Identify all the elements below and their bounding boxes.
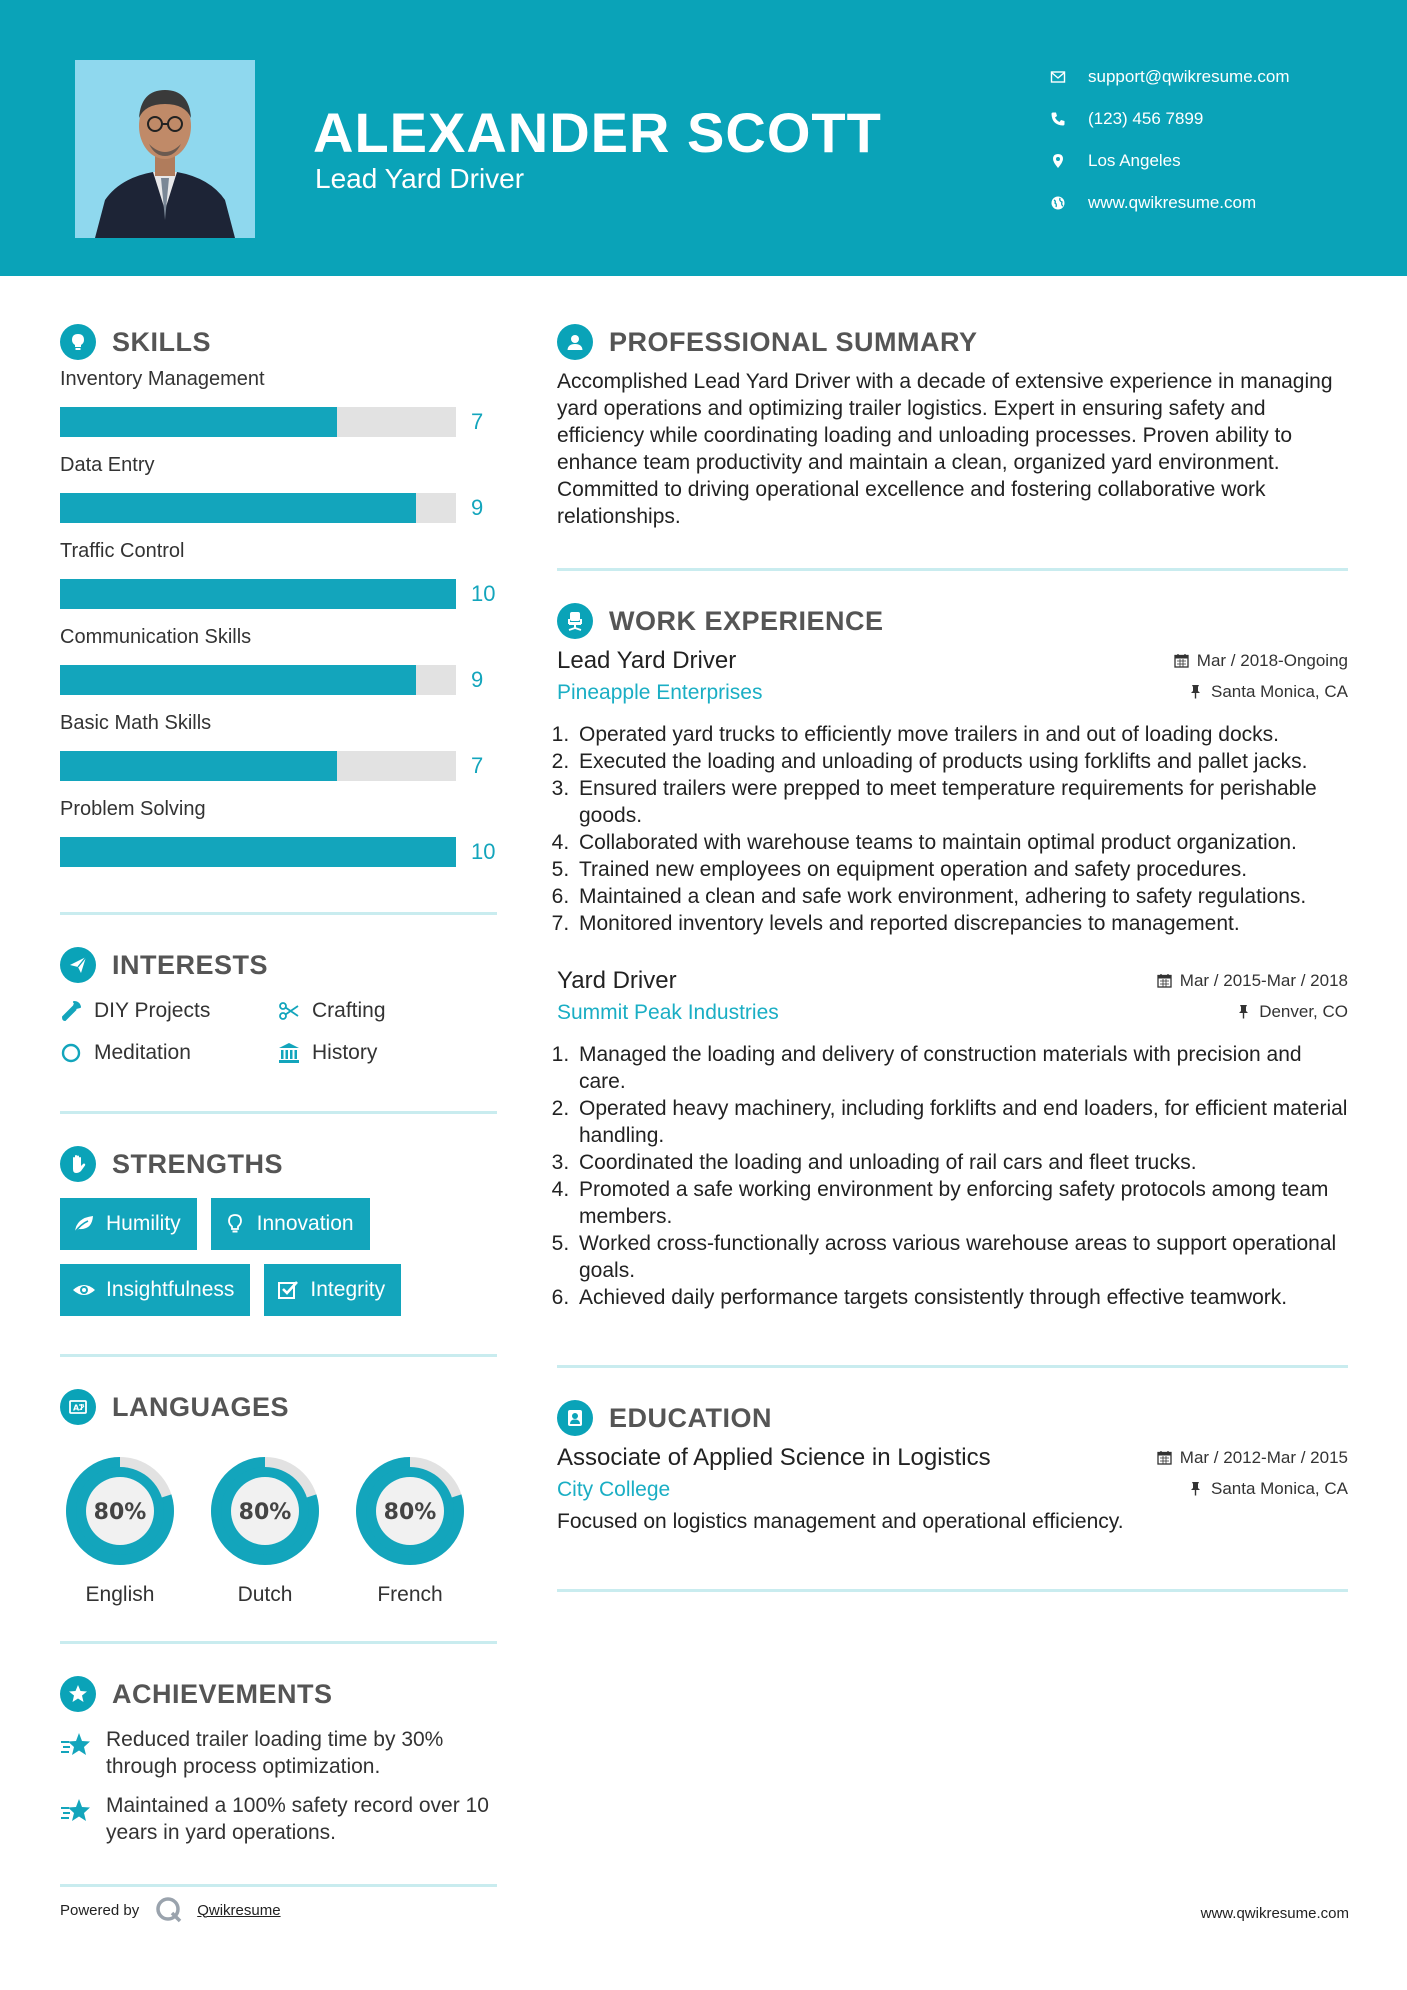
job-bullet: 5. Trained new employees on equipment operation and safety procedures.	[575, 856, 1348, 883]
job-dates	[1174, 651, 1348, 671]
job-location-text: Denver, CO	[1259, 1001, 1348, 1021]
skill-bar-fill	[60, 493, 416, 523]
strengths-list	[60, 1198, 497, 1316]
job-entry	[557, 647, 1348, 937]
skill-name: Basic Math Skills	[60, 712, 212, 734]
star-icon	[60, 1796, 92, 1826]
strength-label: Humility	[106, 1212, 181, 1235]
skill-item	[60, 538, 497, 624]
calendar-icon	[1157, 1450, 1172, 1465]
skill-bar-track	[60, 493, 456, 523]
achievement-item	[60, 1726, 497, 1780]
skill-value: 9	[471, 495, 484, 520]
experience-title: WORK EXPERIENCE	[609, 605, 884, 636]
languages-title: LANGUAGES	[112, 1391, 290, 1422]
job-title: Yard Driver	[557, 967, 677, 994]
calendar-icon	[1157, 973, 1172, 988]
skill-value: 10	[471, 839, 496, 864]
education-location-text: Santa Monica, CA	[1210, 1478, 1348, 1498]
job-bullet: 7. Monitored inventory levels and reported discrepancies to management.	[575, 910, 1348, 937]
job-bullet: 3. Ensured trailers were prepped to meet temperature requirements for perishable goods.	[575, 775, 1348, 829]
job-bullet: 1. Managed the loading and delivery of construction materials with precision and care.	[575, 1041, 1348, 1095]
strength-label: Insightfulness	[106, 1278, 235, 1301]
education-title: EDUCATION	[609, 1402, 772, 1433]
skill-item	[60, 452, 497, 538]
languages-heading	[60, 1387, 497, 1427]
job-location	[1236, 1002, 1348, 1022]
achievements-list	[60, 1726, 497, 1846]
envelope-icon	[1050, 69, 1088, 85]
language-icon	[60, 1389, 96, 1425]
skill-name: Communication Skills	[60, 626, 252, 648]
graduate-icon	[557, 1400, 593, 1436]
contact-list	[1050, 56, 1390, 224]
interests-title: INTERESTS	[112, 949, 269, 980]
education-location	[1188, 1479, 1348, 1499]
interest-item	[278, 1041, 496, 1065]
job-bullet: 1. Operated yard trucks to efficiently move trailers in and out of loading docks.	[575, 721, 1348, 748]
interests-heading	[60, 945, 497, 985]
globe-icon	[1050, 195, 1088, 211]
education-description: Focused on logistics management and operational efficiency.	[557, 1510, 1124, 1533]
skill-value: 7	[471, 409, 484, 434]
interest-item	[60, 999, 278, 1023]
skill-bar-track	[60, 407, 456, 437]
strength-tag	[60, 1198, 197, 1250]
job-dates	[1157, 971, 1348, 991]
language-percent: 80%	[93, 1500, 147, 1525]
left-column	[60, 276, 497, 1887]
hand-icon	[60, 1146, 96, 1182]
section-divider	[60, 1641, 497, 1644]
qwikresume-link[interactable]: Qwikresume	[197, 1901, 281, 1919]
strength-label: Integrity	[310, 1278, 386, 1301]
candidate-title: Lead Yard Driver	[315, 163, 525, 194]
leaf-icon	[72, 1212, 96, 1236]
summary-text: Accomplished Lead Yard Driver with a decade of extensive experience in managing yard operations and optimizing trailer logistics. Expert in ensuring safety and efficiency while coordinating loading and unloading processes. Proven ability to enhance team productivity and maintain a clean, organized yard environment. Committed to driving operational excellence and fostering collaborative work relationships.	[557, 370, 1333, 528]
candidate-name: ALEXANDER SCOTT	[313, 101, 882, 164]
company-name: Summit Peak Industries	[557, 1001, 779, 1024]
wrench-icon	[60, 1000, 82, 1022]
profile-photo	[75, 60, 255, 238]
language-item	[350, 1451, 470, 1607]
powered-by-label: Powered by	[60, 1901, 140, 1919]
interest-item	[60, 1041, 278, 1065]
contact-location-text: Los Angeles	[1088, 151, 1181, 170]
lightbulb-icon	[223, 1212, 247, 1236]
language-item	[60, 1451, 180, 1607]
right-column	[557, 276, 1348, 1592]
skill-bar-track	[60, 579, 456, 609]
strength-tag	[264, 1264, 401, 1316]
skill-bar-fill	[60, 665, 416, 695]
job-bullet: 6. Maintained a clean and safe work environment, adhering to safety regulations.	[575, 883, 1348, 910]
interest-item	[278, 999, 496, 1023]
languages-list	[60, 1451, 497, 1607]
job-dates-text: Mar / 2015-Mar / 2018	[1179, 970, 1348, 990]
section-divider	[60, 1354, 497, 1357]
language-percent: 80%	[238, 1500, 292, 1525]
check-square-icon	[276, 1278, 300, 1302]
skill-item	[60, 624, 497, 710]
interest-label: DIY Projects	[94, 999, 211, 1022]
svg-text:A: A	[73, 1403, 80, 1413]
star-badge-icon	[60, 1676, 96, 1712]
skill-value: 7	[471, 753, 484, 778]
skill-name: Problem Solving	[60, 798, 206, 820]
language-donut	[350, 1451, 470, 1571]
section-divider	[60, 1111, 497, 1114]
contact-phone[interactable]	[1050, 98, 1390, 140]
museum-icon	[278, 1042, 300, 1064]
section-divider	[557, 568, 1348, 571]
job-bullet: 5. Worked cross-functionally across various warehouse areas to support operational goals.	[575, 1230, 1348, 1284]
summary-title: PROFESSIONAL SUMMARY	[609, 326, 978, 357]
pushpin-icon	[1236, 1004, 1251, 1019]
skill-bar-fill	[60, 837, 456, 867]
phone-icon	[1050, 111, 1088, 127]
section-divider	[60, 912, 497, 915]
job-bullets	[575, 1041, 1348, 1311]
skill-item	[60, 710, 497, 796]
job-bullet: 3. Coordinated the loading and unloading of rail cars and fleet trucks.	[575, 1149, 1348, 1176]
user-icon	[557, 324, 593, 360]
skill-bar-fill	[60, 407, 337, 437]
office-chair-icon	[557, 603, 593, 639]
skill-value: 9	[471, 667, 484, 692]
circle-icon	[60, 1042, 82, 1064]
skill-value: 10	[471, 581, 496, 606]
language-donut	[205, 1451, 325, 1571]
qwikresume-logo-icon	[155, 1896, 183, 1924]
job-location-text: Santa Monica, CA	[1210, 681, 1348, 701]
achievement-text: Reduced trailer loading time by 30% through process optimization.	[106, 1728, 444, 1778]
skill-bar-track	[60, 665, 456, 695]
resume-header	[0, 0, 1407, 276]
skill-bar-fill	[60, 751, 337, 781]
job-bullet: 2. Operated heavy machinery, including forklifts and end loaders, for efficient material handling.	[575, 1095, 1348, 1149]
strength-tag	[211, 1198, 370, 1250]
section-divider	[557, 1365, 1348, 1368]
job-location	[1188, 682, 1348, 702]
job-bullets	[575, 721, 1348, 937]
eye-icon	[72, 1278, 96, 1302]
interest-label: History	[312, 1041, 378, 1064]
contact-website-text: www.qwikresume.com	[1088, 193, 1257, 212]
education-dates-text: Mar / 2012-Mar / 2015	[1179, 1447, 1348, 1467]
achievements-title: ACHIEVEMENTS	[112, 1678, 333, 1709]
skill-name: Data Entry	[60, 454, 155, 476]
job-bullet: 6. Achieved daily performance targets consistently through effective teamwork.	[575, 1284, 1348, 1311]
language-donut	[60, 1451, 180, 1571]
lightbulb-icon	[60, 324, 96, 360]
degree-title: Associate of Applied Science in Logistics	[557, 1444, 991, 1471]
language-percent: 80%	[383, 1500, 437, 1525]
interest-label: Crafting	[312, 999, 386, 1022]
education-entry	[557, 1444, 1348, 1535]
achievements-heading	[60, 1674, 497, 1714]
calendar-icon	[1174, 653, 1189, 668]
contact-location	[1050, 140, 1390, 182]
skills-list	[60, 366, 497, 882]
job-bullet: 4. Collaborated with warehouse teams to maintain optimal product organization.	[575, 829, 1348, 856]
education-dates	[1157, 1448, 1348, 1468]
job-bullet: 2. Executed the loading and unloading of products using forklifts and pallet jacks.	[575, 748, 1348, 775]
star-icon	[60, 1730, 92, 1760]
scissors-icon	[278, 1000, 300, 1022]
job-title: Lead Yard Driver	[557, 647, 737, 674]
footer-powered-by	[60, 1896, 281, 1924]
skill-item	[60, 366, 497, 452]
skill-bar-track	[60, 751, 456, 781]
strengths-heading	[60, 1144, 497, 1184]
skills-title: SKILLS	[112, 326, 212, 357]
job-dates-text: Mar / 2018-Ongoing	[1196, 650, 1348, 670]
skill-name: Inventory Management	[60, 368, 265, 390]
footer-website[interactable]: www.qwikresume.com	[1200, 1905, 1349, 1922]
contact-email-text: support@qwikresume.com	[1088, 67, 1290, 86]
skill-name: Traffic Control	[60, 540, 185, 562]
pushpin-icon	[1188, 684, 1203, 699]
language-item	[205, 1451, 325, 1607]
section-divider	[60, 1884, 497, 1887]
skill-bar-track	[60, 837, 456, 867]
contact-phone-text: (123) 456 7899	[1088, 109, 1204, 128]
language-name: French	[377, 1583, 443, 1606]
map-pin-icon	[1050, 153, 1088, 169]
experience-heading	[557, 601, 1348, 641]
contact-email[interactable]	[1050, 56, 1390, 98]
contact-website[interactable]	[1050, 182, 1390, 224]
interests-list	[60, 999, 497, 1065]
language-name: Dutch	[237, 1583, 293, 1606]
paper-plane-icon	[60, 947, 96, 983]
summary-heading	[557, 322, 1348, 362]
interest-label: Meditation	[94, 1041, 191, 1064]
achievement-text: Maintained a 100% safety record over 10 years in yard operations.	[106, 1794, 489, 1844]
company-name: Pineapple Enterprises	[557, 681, 763, 704]
section-divider	[557, 1589, 1348, 1592]
strength-label: Innovation	[256, 1212, 354, 1235]
skills-heading	[60, 322, 497, 362]
strengths-title: STRENGTHS	[112, 1148, 284, 1179]
achievement-item	[60, 1792, 497, 1846]
skill-item	[60, 796, 497, 882]
job-bullet: 4. Promoted a safe working environment by enforcing safety protocols among team members.	[575, 1176, 1348, 1230]
pushpin-icon	[1188, 1481, 1203, 1496]
job-entry	[557, 967, 1348, 1311]
language-name: English	[85, 1583, 155, 1606]
school-name: City College	[557, 1478, 671, 1501]
strength-tag	[60, 1264, 250, 1316]
education-heading	[557, 1398, 1348, 1438]
skill-bar-fill	[60, 579, 456, 609]
